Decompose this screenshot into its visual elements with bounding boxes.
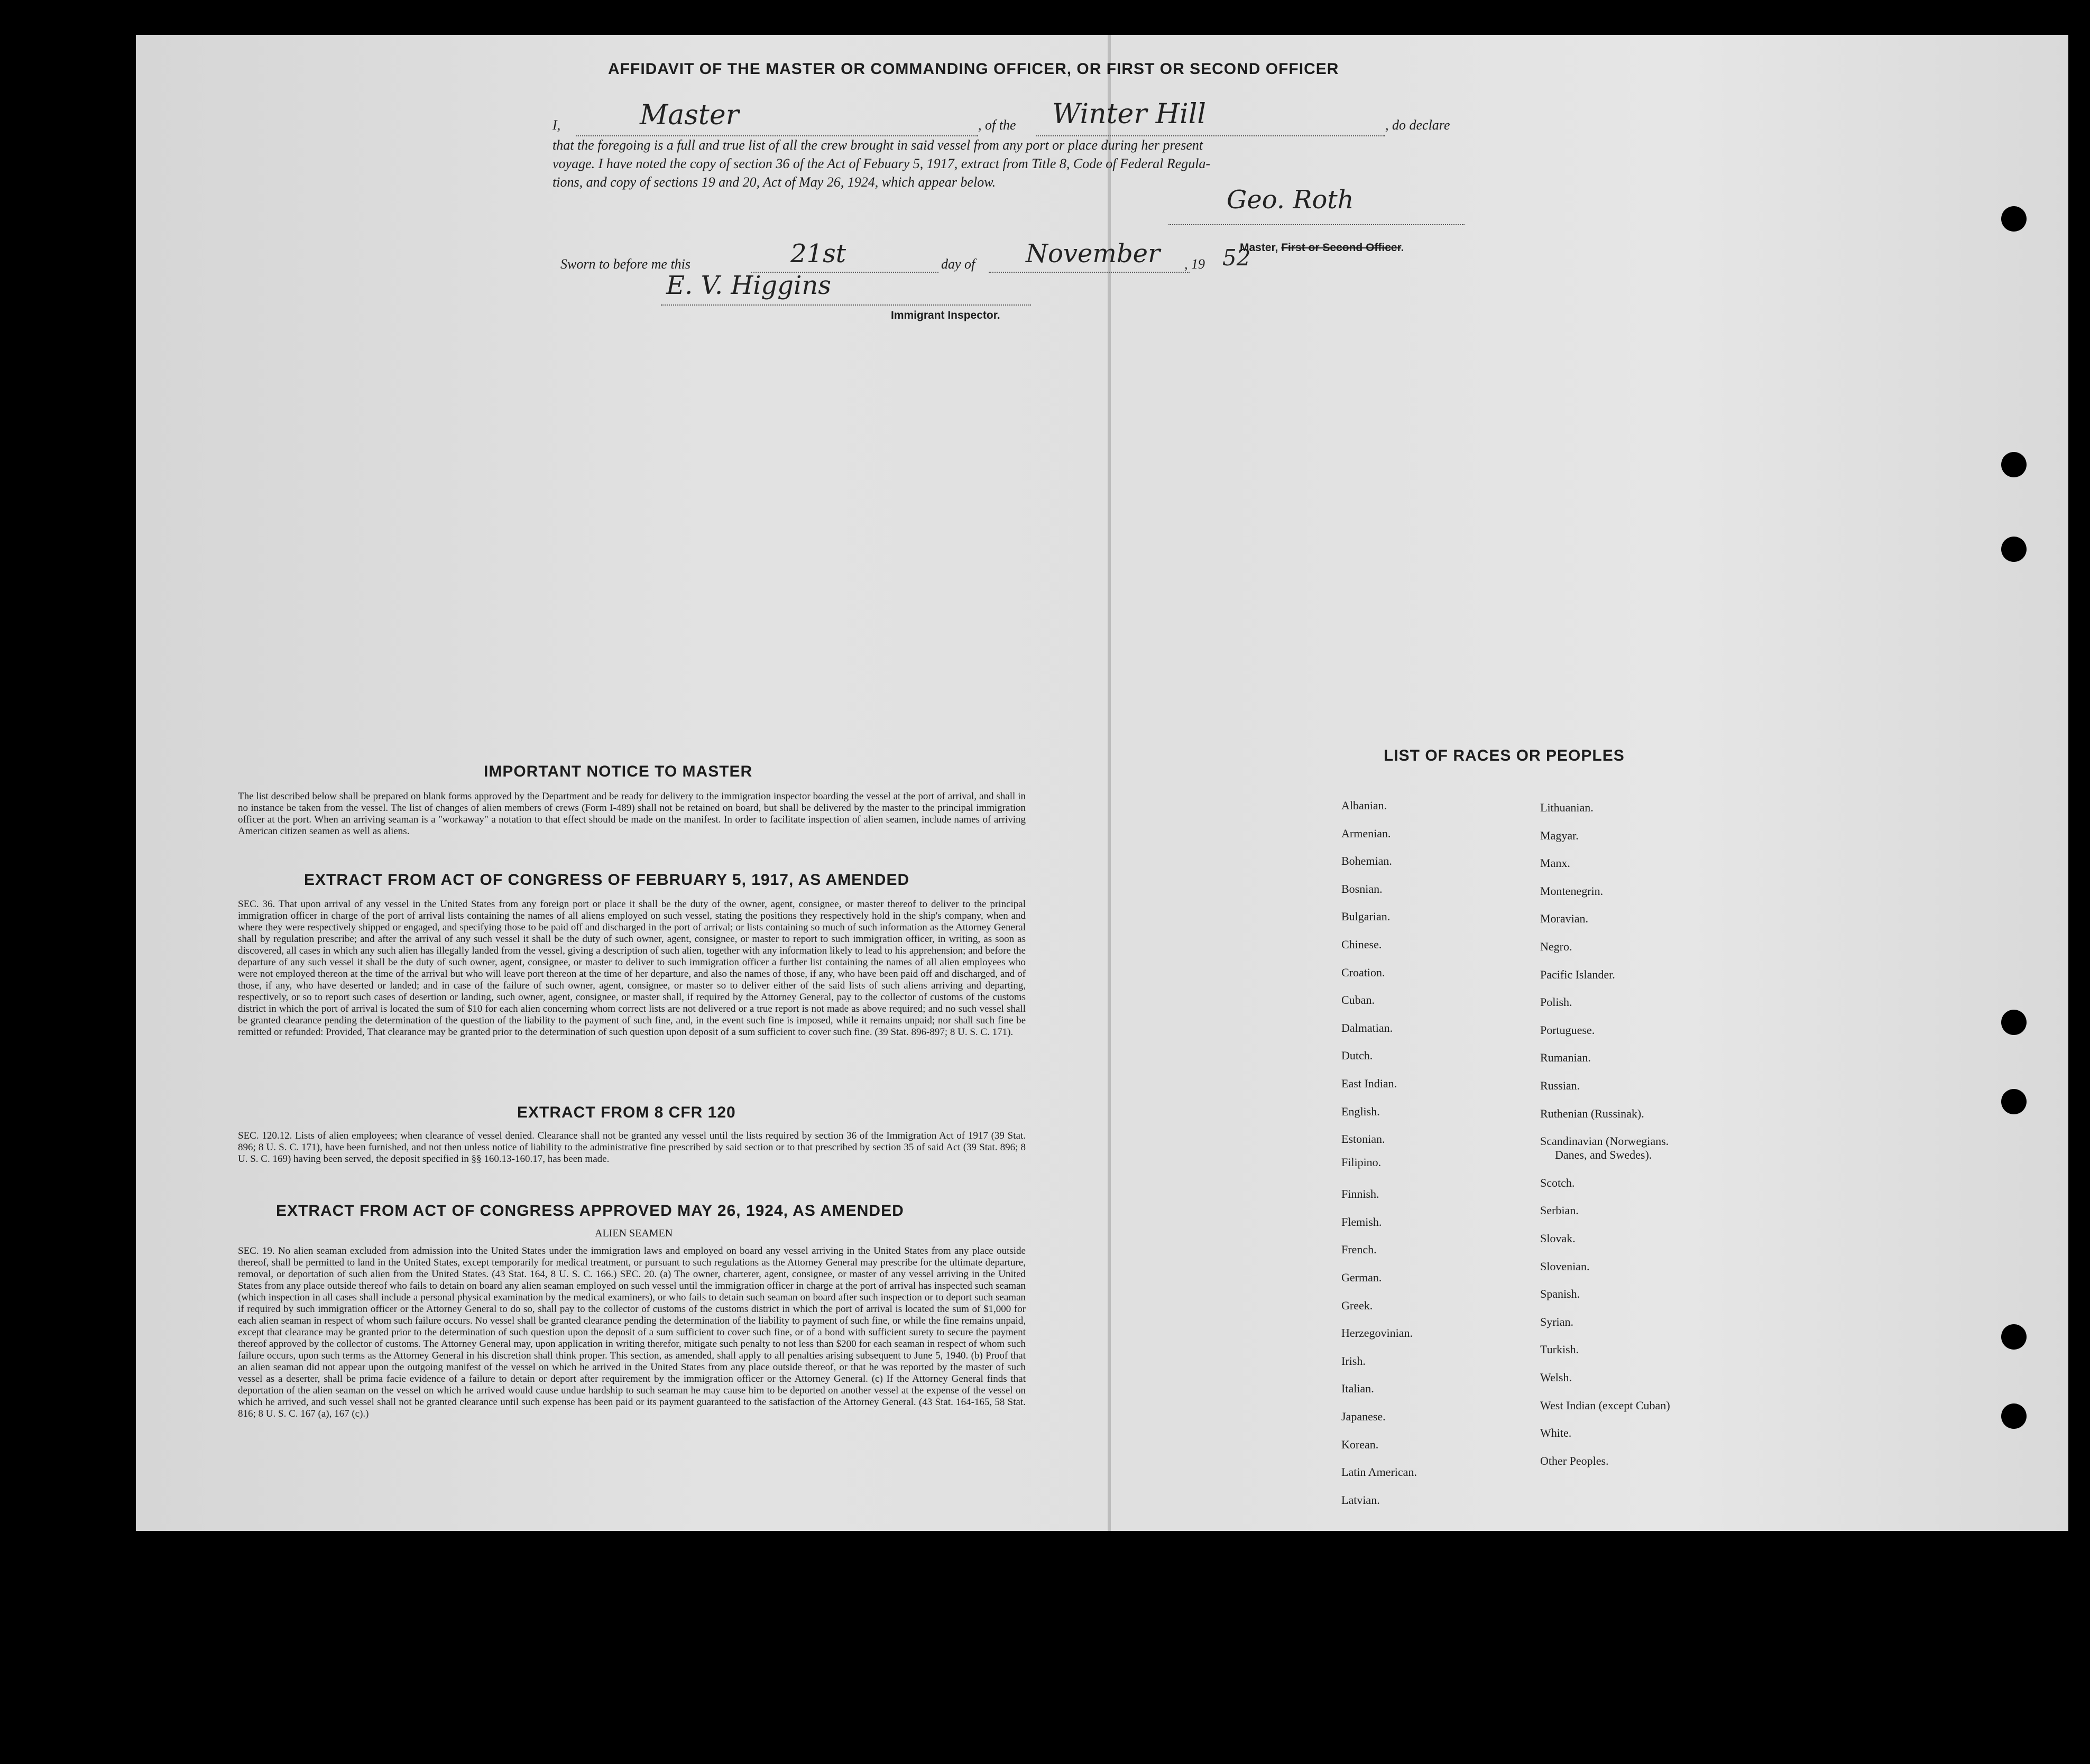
master-signature: Geo. Roth — [1227, 185, 1354, 215]
affidavit-vessel-handwritten: Winter Hill — [1052, 98, 1206, 130]
master-label-period: . — [1401, 242, 1404, 254]
race-item: Croation. — [1341, 965, 1385, 979]
race-item: Latin American. — [1341, 1465, 1417, 1479]
race-item: Korean. — [1341, 1437, 1379, 1451]
inspector-label: Immigrant Inspector. — [891, 309, 1000, 321]
race-item: German. — [1341, 1271, 1382, 1284]
punch-hole — [2001, 1089, 2027, 1114]
race-item: Bosnian. — [1341, 882, 1383, 895]
race-item: Armenian. — [1341, 826, 1391, 840]
race-item: Syrian. — [1540, 1315, 1573, 1328]
race-item: Dalmatian. — [1341, 1021, 1393, 1035]
race-item: Greek. — [1341, 1298, 1373, 1312]
affidavit-body-line-1: that the foregoing is a full and true list of all the crew brought in said vessel from any port or place during her present — [553, 137, 1203, 153]
affidavit-do-declare: , do declare — [1385, 117, 1450, 133]
sworn-label: Sworn to before me this — [560, 256, 691, 272]
extract-cfr-title: EXTRACT FROM 8 CFR 120 — [517, 1104, 736, 1121]
race-item: Pacific Islander. — [1540, 967, 1615, 981]
race-item: Ruthenian (Russinak). — [1540, 1106, 1644, 1120]
notice-text: The list described below shall be prepared on blank forms approved by the Department and be ready for delivery to the immigration inspector boarding the vessel at the port of arrival, and shall in no instance be taken from the vessel. The list of changes of alien members of crews (Form I-489) shall not be retained on board, but shall be delivered by the master to the principal immigration officer at the port. When an arriving seaman is a "workaway" a notation to that effect should be made on the manifest. In order to facilitate inspection of alien seamen, include names of arriving American citizen seamen as well as aliens. — [238, 791, 1026, 837]
race-item: Welsh. — [1540, 1371, 1572, 1384]
race-item: West Indian (except Cuban) — [1540, 1398, 1670, 1412]
race-item: Slovenian. — [1540, 1259, 1590, 1273]
struck-officer-label: First or Second Officer — [1281, 242, 1401, 254]
extract-1917-text: SEC. 36. That upon arrival of any vessel in the United States from any foreign port or place it shall be the duty of the owner, agent, consignee, or master thereof to deliver to the principal immigration officer in charge of the port of arrival lists containing the names of all aliens employed on such vessel, stating the positions they respectively hold in the ship's company, when and where they were respectively shipped or engaged, and specifying those to be paid off and discharged in the port of arrival; or lists containing so much of such information as the Attorney General shall by regulation prescribe; and after the arrival of any such vessel it shall be the duty of such owner, agent, consignee, or master to report to such immigration officer, in writing, as soon as discovered, all cases in which any such alien has illegally landed from the vessel, giving a description of such alien, together with any information likely to lead to his apprehension; and before the departure of any such vessel it shall be the duty of such owner, agent, consignee, or master to deliver to such immigration officer a further list containing the names of all alien employees who were not employed thereon at the time of the arrival but who will leave port thereon at the time of her departure, and also the names of those, if any, who have been paid off and discharged, and of those, if any, who have deserted or landed; and in case of the failure of such owner, agent, consignee, or master so to deliver either of the said lists of such aliens arriving and departing, respectively, or so to report such cases of desertion or landing, such owner, agent, consignee, or master shall, if required by the Attorney General, pay to the collector of customs of the customs district in which the port of arrival is located the sum of $10 for each alien concerning whom correct lists are not delivered or a true report is not made as above required; and no such vessel shall be granted clearance pending the determination of the question of the liability to the payment of such fine, and, in the event such fine is imposed, while it remains unpaid; nor shall such fine be remitted or refunded: Provided, That clearance may be granted prior to the determination of such question upon deposit of a sum sufficient to cover such fine. (39 Stat. 896-897; 8 U. S. C. 171). — [238, 899, 1026, 1038]
race-item: Russian. — [1540, 1079, 1580, 1092]
race-item: Lithuanian. — [1540, 801, 1594, 814]
race-item: Polish. — [1540, 995, 1572, 1009]
race-item: East Indian. — [1341, 1077, 1397, 1090]
race-item: Portuguese. — [1540, 1023, 1595, 1037]
punch-hole — [2001, 1010, 2027, 1035]
race-item: Herzegovinian. — [1341, 1326, 1413, 1340]
master-word: Master, — [1240, 242, 1278, 254]
extract-1924-subtitle: ALIEN SEAMEN — [595, 1227, 673, 1239]
sworn-year-handwritten: 52 — [1222, 245, 1251, 271]
race-item: Other Peoples. — [1540, 1454, 1609, 1467]
extract-1924-title: EXTRACT FROM ACT OF CONGRESS APPROVED MAY 26, 1924, AS AMENDED — [276, 1202, 904, 1220]
race-item: Magyar. — [1540, 828, 1579, 842]
race-item: Japanese. — [1341, 1410, 1386, 1423]
race-item: English. — [1341, 1104, 1380, 1118]
race-item: Latvian. — [1341, 1493, 1380, 1507]
race-item: Spanish. — [1540, 1287, 1580, 1301]
race-item: Estonian. — [1341, 1132, 1385, 1146]
race-item: White. — [1540, 1426, 1572, 1440]
notice-title: IMPORTANT NOTICE TO MASTER — [484, 763, 753, 780]
affidavit-name-handwritten: Master — [640, 99, 739, 131]
races-title: LIST OF RACES OR PEOPLES — [1384, 747, 1625, 764]
race-item: Moravian. — [1540, 912, 1589, 926]
affidavit-body-line-3: tions, and copy of sections 19 and 20, Act of May 26, 1924, which appear below. — [553, 174, 996, 190]
race-item: Dutch. — [1341, 1049, 1373, 1063]
race-item: Turkish. — [1540, 1343, 1579, 1356]
race-item: Bulgarian. — [1341, 910, 1391, 923]
sworn-day-of: day of — [941, 256, 975, 272]
race-item: Slovak. — [1540, 1232, 1576, 1245]
race-item: Danes, and Swedes). — [1555, 1148, 1652, 1162]
punch-hole — [2001, 206, 2027, 232]
race-item: French. — [1341, 1243, 1377, 1257]
punch-hole — [2001, 452, 2027, 477]
race-item: Rumanian. — [1540, 1051, 1591, 1065]
race-item: Irish. — [1341, 1354, 1366, 1368]
race-item: Manx. — [1540, 856, 1570, 870]
race-item: Flemish. — [1341, 1215, 1382, 1229]
affidavit-body-line-2: voyage. I have noted the copy of section 36 of the Act of Febuary 5, 1917, extract from Title 8, Code of Federal Regula- — [553, 156, 1211, 171]
race-item: Montenegrin. — [1540, 884, 1604, 898]
inspector-signature: E. V. Higgins — [666, 271, 831, 300]
affidavit-i-label: I, — [553, 117, 561, 133]
race-item: Cuban. — [1341, 993, 1375, 1007]
punch-hole — [2001, 1324, 2027, 1350]
race-item: Scandinavian (Norwegians. — [1540, 1134, 1669, 1148]
affidavit-of-the: , of the — [978, 117, 1016, 133]
punch-hole — [2001, 1403, 2027, 1429]
sworn-month-handwritten: November — [1026, 239, 1161, 269]
extract-1917-title: EXTRACT FROM ACT OF CONGRESS OF FEBRUARY 5, 1917, AS AMENDED — [304, 871, 910, 889]
race-item: Filipino. — [1341, 1156, 1382, 1169]
race-item: Serbian. — [1540, 1204, 1579, 1217]
affidavit-title: AFFIDAVIT OF THE MASTER OR COMMANDING OFFICER, OR FIRST OR SECOND OFFICER — [608, 60, 1339, 78]
race-item: Negro. — [1540, 940, 1572, 953]
extract-1924-text: SEC. 19. No alien seaman excluded from admission into the United States under the immigration laws and employed on board any vessel arriving in the United States from any place outside thereof, shall be permitted to land in the United States, except temporarily for medical treatment, or pursuant to such regulations as the Attorney General may prescribe for the ultimate departure, removal, or deportation of such alien from the United States. (43 Stat. 164, 8 U. S. C. 166.) SEC. 20. (a) The owner, charterer, agent, consignee, or master of any vessel arriving in the United States from any place outside thereof who fails to detain on board any alien seaman employed on such vessel until the immigration officer in charge at the port of arrival has inspected such seaman (which inspection in all cases shall include a personal physical examination by the medical examiners), or who fails to detain such seaman on board after such inspection or to deport such seaman if required by such immigration officer or the Attorney General to do so, shall pay to the collector of customs of the customs district in which the port of arrival is located the sum of $1,000 for each alien seaman in respect of whom such failure occurs. No vessel shall be granted clearance pending the determination of the liability to payment of such fine, or while the fine remains unpaid, except that clearance may be granted prior to the determination of such question upon the deposit of a sum sufficient to cover such fine, or of a bond with sufficient surety to secure the payment thereof approved by the collector of customs. The Attorney General may, upon application in writing therefor, mitigate such penalty to not less than $200 for each seaman in respect of whom such failure occurs, upon such terms as the Attorney General in his discretion shall think proper. This section, as amended, shall apply to all penalties arising subsequent to June 5, 1940. (b) Proof that an alien seaman did not appear upon the outgoing manifest of the vessel on which he arrived in the United States from any place outside thereof, or that he was reported by the master of such vessel as a deserter, shall be prima facie evidence of a failure to detain or deport after requirement by the immigration officer or the Attorney General. (c) If the Attorney General finds that deportation of the alien seaman on the vessel on which he arrived would cause undue hardship to such seaman he may cause him to be deported on another vessel at the expense of the vessel on which he arrived, and such vessel shall not be granted clearance until such expense has been paid or its payment guaranteed to the satisfaction of the Attorney General. (43 Stat. 164-165, 58 Stat. 816; 8 U. S. C. 167 (a), 167 (c).) — [238, 1245, 1026, 1419]
sworn-year-prefix: , 19 — [1184, 256, 1205, 272]
race-item: Finnish. — [1341, 1187, 1379, 1201]
sworn-day-handwritten: 21st — [790, 239, 846, 269]
affidavit-name-line — [576, 106, 978, 136]
race-item: Albanian. — [1341, 799, 1387, 812]
master-label — [1240, 242, 1404, 254]
race-item: Italian. — [1341, 1382, 1374, 1396]
punch-hole — [2001, 537, 2027, 562]
extract-cfr-text: SEC. 120.12. Lists of alien employees; when clearance of vessel denied. Clearance shall not be granted any vessel until the lists required by section 36 of the Immigration Act of 1917 (39 Stat. 896; 8 U. S. C. 171), have been furnished, and not then unless notice of liability to the administrative fine prescribed by said section or to that prescribed by section 35 of said Act (39 Stat. 896; 8 U. S. C. 169) having been served, the deposit specified in §§ 160.13-160.17, has been made. — [238, 1130, 1026, 1165]
race-item: Bohemian. — [1341, 854, 1392, 868]
race-item: Chinese. — [1341, 938, 1382, 951]
race-item: Scotch. — [1540, 1176, 1575, 1189]
